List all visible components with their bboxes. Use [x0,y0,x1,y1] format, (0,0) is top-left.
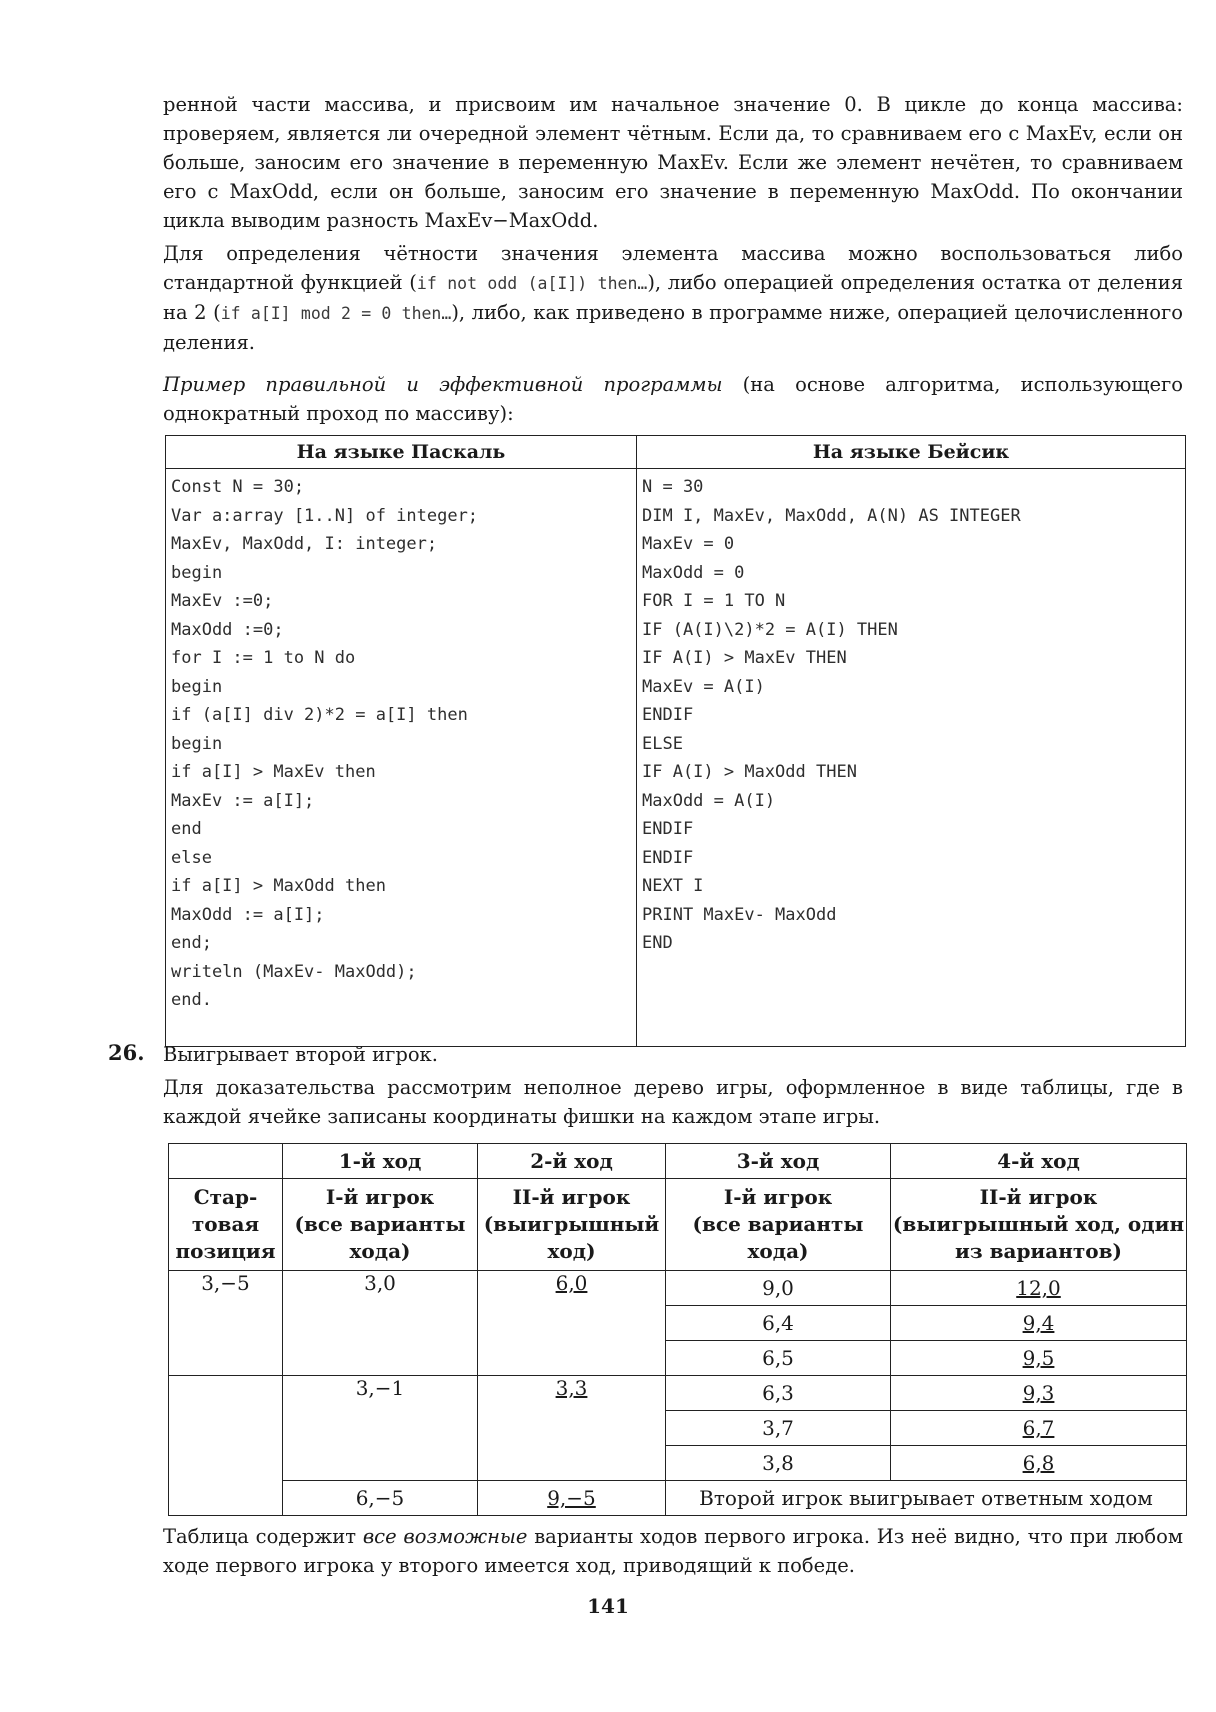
text-run: (на основе алгоритма, использующего однократный проход по массиву): [163,373,1183,425]
basic-code-line: NEXT I [642,876,704,896]
task-explanation: Для доказательства рассмотрим неполное дерево игры, оформленное в виде таблицы, где в каждой ячейке записаны координаты фишки на каждом этапе игры. [163,1076,1183,1128]
pascal-code-line: if (a[I] div 2)*2 = a[I] then [171,705,468,725]
pascal-code-line: Const N = 30; [171,477,305,497]
game-tree-table [168,1143,1187,1516]
pascal-code-line: writeln (MaxEv- MaxOdd); [171,961,417,982]
basic-code-line: IF (A(I)\2)*2 = A(I) THEN [642,619,898,640]
basic-code-cell [637,469,1186,1047]
basic-code-line: N = 30 [642,477,704,497]
table-cell: 9,−5 [478,1481,666,1516]
basic-code-line: ENDIF [642,847,694,868]
intro-paragraph-1 [163,90,1183,235]
table-cell: 3,8 [666,1446,891,1481]
table-cell: 3,0 [283,1271,478,1376]
pascal-code-line: end [171,819,202,839]
basic-header: На языке Бейсик [637,436,1186,469]
empty-corner-cell [169,1144,283,1179]
pascal-code-line: else [171,847,212,868]
task-number: 26. [108,1040,145,1065]
table-cell: 9,5 [891,1341,1187,1376]
pascal-code-line: MaxOdd := a[I]; [171,904,325,925]
move-header: 2-й ход [478,1144,666,1179]
task-answer: Выигрывает второй игрок. [163,1043,438,1066]
table-cell: 9,4 [891,1306,1187,1341]
table-cell: 9,0 [666,1271,891,1306]
table-note-cell: Второй игрок выигрывает ответным ходом [666,1481,1187,1516]
text-run: ренной части массива, и присвоим им начальное значение 0. В цикле до конца массива: проверяем, является ли очередной элемент чётным. Если да, то сравниваем его с MaxEv, если он больше, заносим его значение в переменную MaxEv. Если же элемент нечётен, то сравниваем его с MaxOdd, если он больше, заносим его значение в переменную MaxOdd. По окончании цикла выводим разность MaxEv−MaxOdd. [163,93,1183,232]
sub-header-move2: II-й игрок (выигрышный ход) [478,1179,666,1271]
basic-code-line: ENDIF [642,705,694,725]
text-run: Таблица содержит [163,1525,363,1548]
basic-code-line: PRINT MaxEv- MaxOdd [642,904,837,925]
move-header: 4-й ход [891,1144,1187,1179]
pascal-code-line: if a[I] > MaxOdd then [171,876,386,896]
table-cell: 3,−1 [283,1376,478,1481]
table-cell: 6,−5 [283,1481,478,1516]
basic-code-line: MaxOdd = A(I) [642,790,776,811]
basic-code-line: ELSE [642,733,683,754]
pascal-code-cell [166,469,637,1047]
text-run: if not odd (a[I]) then… [416,274,648,293]
pascal-code-line: begin [171,562,223,583]
table-cell: 6,7 [891,1411,1187,1446]
text-run: if a[I] mod 2 = 0 then… [220,304,452,323]
sub-header-move1: I-й игрок (все варианты хода) [283,1179,478,1271]
move-header: 3-й ход [666,1144,891,1179]
text-run: ), либо, как приведено в программе ниже, операцией целочисленного деления. [163,301,1183,354]
basic-code-line: DIM I, MaxEv, MaxOdd, A(N) AS INTEGER [642,505,1021,526]
pascal-code [171,473,631,1015]
pascal-code-line: begin [171,733,223,754]
intro-paragraph-3 [163,370,1183,428]
page-number: 141 [587,1594,629,1618]
pascal-header: На языке Паскаль [166,436,637,469]
basic-code-line: FOR I = 1 TO N [642,591,786,611]
text-run: Пример правильной и эффективной программы [163,373,723,396]
pascal-code-line: for I := 1 to N do [171,648,356,668]
basic-code [642,473,1180,958]
table-cell: 9,3 [891,1376,1187,1411]
basic-code-line: END [642,933,673,953]
start-position-cell: 3,−5 [169,1271,283,1376]
table-cell: 12,0 [891,1271,1187,1306]
basic-code-line: IF A(I) > MaxEv THEN [642,648,847,668]
conclusion-paragraph [163,1522,1183,1580]
pascal-code-line: Var a:array [1..N] of integer; [171,505,479,526]
empty-cell [169,1376,283,1516]
pascal-code-line: MaxOdd :=0; [171,619,284,640]
table-cell: 6,4 [666,1306,891,1341]
pascal-code-line: MaxEv :=0; [171,591,274,611]
table-cell: 3,7 [666,1411,891,1446]
text-run: варианты ходов первого игрока. Из неё видно, что при любом ходе первого игрока у второго имеется ход, приводящий к победе. [163,1525,1184,1577]
basic-code-line: ENDIF [642,819,694,839]
pascal-code-line: MaxEv, MaxOdd, I: integer; [171,534,438,554]
pascal-code-line: if a[I] > MaxEv then [171,762,376,782]
table-cell: 6,8 [891,1446,1187,1481]
pascal-code-line: end. [171,990,212,1010]
sub-header-move3: I-й игрок (все варианты хода) [666,1179,891,1271]
pascal-code-line: begin [171,676,223,697]
move-header: 1-й ход [283,1144,478,1179]
basic-code-line: MaxEv = A(I) [642,676,765,697]
table-cell: 3,3 [478,1376,666,1481]
text-run: все возможные [362,1525,528,1548]
code-table [165,435,1186,1047]
intro-paragraph-2 [163,239,1183,357]
basic-code-line: IF A(I) > MaxOdd THEN [642,762,857,782]
table-cell: 6,3 [666,1376,891,1411]
basic-code-line: MaxEv = 0 [642,534,735,554]
text-run: ), либо операцией определения остатка от деления на 2 ( [163,271,1183,324]
sub-header-move4: II-й игрок (выигрышный ход, один из вариантов) [891,1179,1187,1271]
table-cell: 6,5 [666,1341,891,1376]
basic-code-line: MaxOdd = 0 [642,562,745,583]
sub-header-start: Стар- товая позиция [169,1179,283,1271]
text-run: Для определения чётности значения элемента массива можно воспользоваться либо стандартной функцией ( [163,242,1183,294]
table-cell: 6,0 [478,1271,666,1376]
pascal-code-line: end; [171,933,212,953]
pascal-code-line: MaxEv := a[I]; [171,790,315,811]
